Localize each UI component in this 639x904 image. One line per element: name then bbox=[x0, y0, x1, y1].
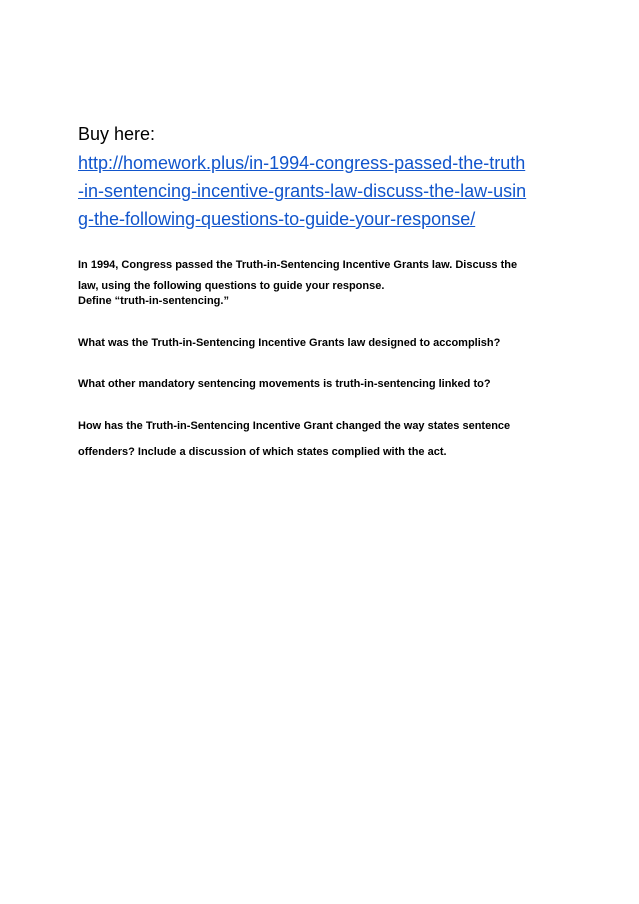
purchase-link-line-3[interactable]: g-the-following-questions-to-guide-your-response/ bbox=[78, 209, 476, 229]
purchase-link-line-1[interactable]: http://homework.plus/in-1994-congress-passed-the-truth bbox=[78, 153, 526, 173]
question-accomplish: What was the Truth-in-Sentencing Incentive Grants law designed to accomplish? bbox=[78, 337, 501, 349]
purchase-link-line-2[interactable]: -in-sentencing-incentive-grants-law-discuss-the-law-usin bbox=[78, 181, 527, 201]
intro-line-2: law, using the following questions to guide your response. bbox=[78, 280, 385, 292]
question-change-line-1: How has the Truth-in-Sentencing Incentive Grant changed the way states sentence bbox=[78, 420, 511, 432]
question-linked-movements: What other mandatory sentencing movements is truth-in-sentencing linked to? bbox=[78, 378, 491, 390]
buy-here-label: Buy here: bbox=[78, 124, 156, 144]
intro-line-3: Define “truth-in-sentencing.” bbox=[78, 295, 229, 307]
question-change-line-2: offenders? Include a discussion of which states complied with the act. bbox=[78, 446, 447, 458]
intro-line-1: In 1994, Congress passed the Truth-in-Sentencing Incentive Grants law. Discuss the bbox=[78, 259, 518, 271]
